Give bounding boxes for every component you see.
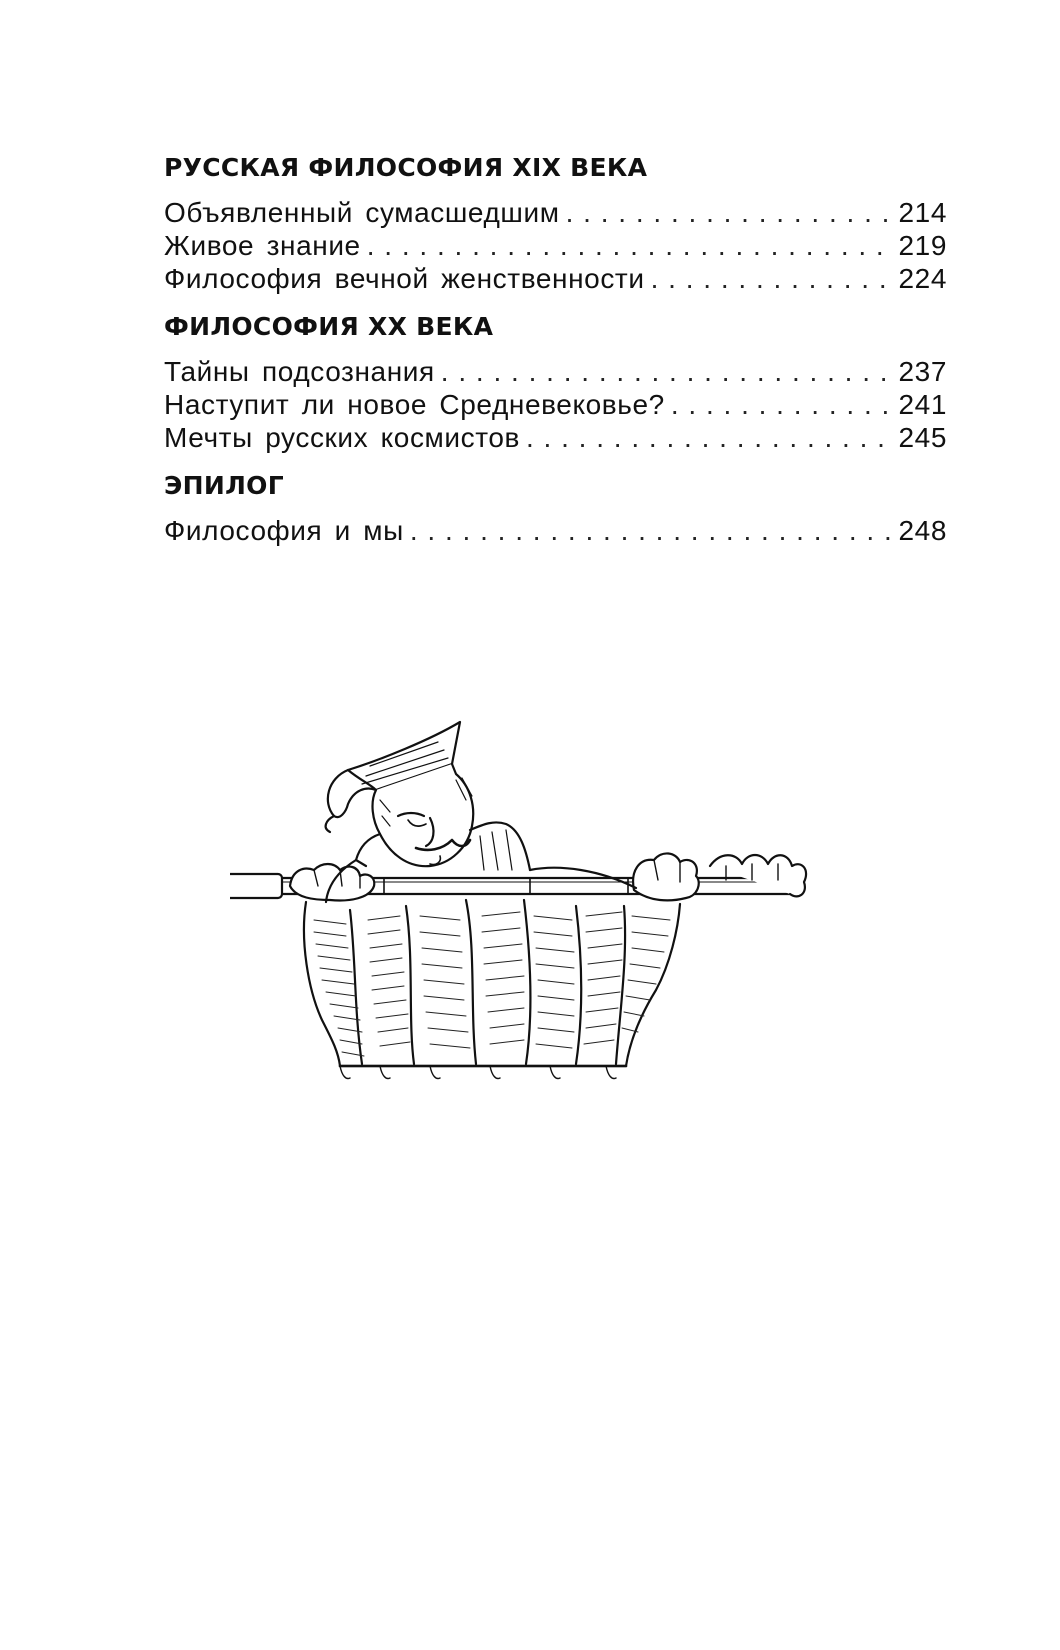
entry-page-number: 241: [898, 389, 947, 420]
dot-leader: [441, 355, 893, 388]
entry-title: Объявленный сумасшедшим: [164, 197, 560, 228]
section-title: РУССКАЯ ФИЛОСОФИЯ XIX ВЕКА: [164, 153, 648, 182]
toc-entry[interactable]: [164, 229, 947, 262]
toc-entry[interactable]: [164, 514, 947, 547]
toc-entry[interactable]: [164, 421, 947, 454]
entry-title: Мечты русских космистов: [164, 422, 520, 453]
dot-leader: [651, 262, 893, 295]
entry-title: Наступит ли новое Средневековье?: [164, 389, 665, 420]
dot-leader: [671, 388, 893, 421]
section-title: ЭПИЛОГ: [164, 471, 284, 500]
toc-section-russian-philosophy: [164, 150, 947, 295]
toc-section-20th-century: [164, 309, 947, 454]
entry-title: Тайны подсознания: [164, 356, 435, 387]
entry-page-number: 224: [898, 263, 947, 294]
entry-page-number: 237: [898, 356, 947, 387]
entry-page-number: 214: [898, 197, 947, 228]
entry-page-number: 245: [898, 422, 947, 453]
toc-entry[interactable]: [164, 355, 947, 388]
section-title: ФИЛОСОФИЯ XX ВЕКА: [164, 312, 494, 341]
table-of-contents: [164, 150, 947, 561]
entry-page-number: 219: [898, 230, 947, 261]
man-with-staff-illustration-icon: [230, 720, 830, 1100]
entry-page-number: 248: [898, 515, 947, 546]
entry-title: Философия и мы: [164, 515, 404, 546]
toc-entry[interactable]: [164, 388, 947, 421]
entry-title: Философия вечной женственности: [164, 263, 645, 294]
dot-leader: [566, 196, 893, 229]
dot-leader: [410, 514, 893, 547]
entry-title: Живое знание: [164, 230, 361, 261]
toc-section-epilogue: [164, 468, 947, 547]
dot-leader: [367, 229, 893, 262]
toc-entry[interactable]: [164, 262, 947, 295]
toc-entry[interactable]: [164, 196, 947, 229]
dot-leader: [526, 421, 892, 454]
